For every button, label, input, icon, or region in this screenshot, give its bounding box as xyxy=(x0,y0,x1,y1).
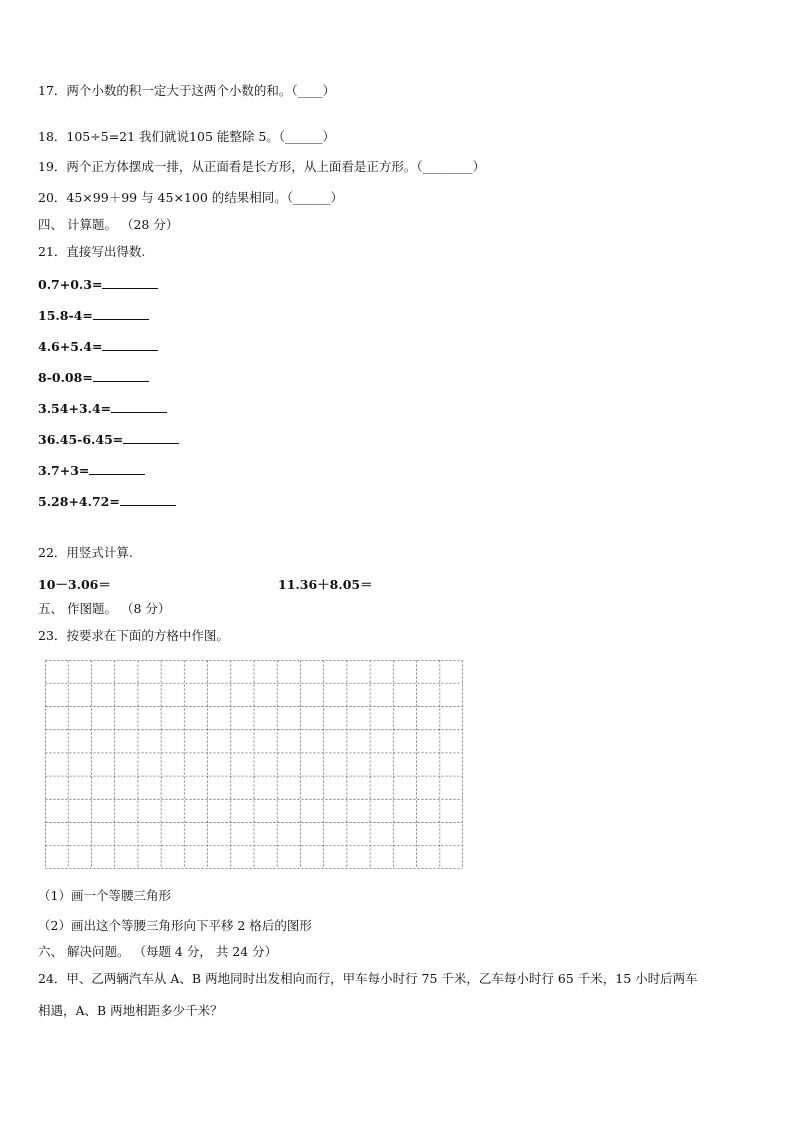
calc-item xyxy=(38,369,149,386)
grid-svg xyxy=(45,660,463,869)
section-6-heading: 六、 解决问题。 （每题 4 分， 共 24 分） xyxy=(38,944,278,959)
calc-expression: 3.54+3.4= xyxy=(38,401,112,416)
sub-question-2: （2）画出这个等腰三角形向下平移 2 格后的图形 xyxy=(38,918,312,933)
calc-expression: 5.28+4.72= xyxy=(38,494,120,509)
question-20: 20．45×99＋99 与 45×100 的结果相同。（______） xyxy=(38,190,344,205)
answer-blank xyxy=(93,369,149,382)
vertical-calc-1: 10－3.06＝ xyxy=(38,577,111,592)
calc-item xyxy=(38,400,167,417)
answer-blank xyxy=(111,400,167,413)
calc-expression: 15.8-4= xyxy=(38,308,93,323)
drawing-grid[interactable] xyxy=(45,660,463,869)
calc-item xyxy=(38,431,179,448)
answer-blank xyxy=(123,431,179,444)
answer-blank xyxy=(93,307,149,320)
calc-item xyxy=(38,307,149,324)
calc-expression: 3.7+3= xyxy=(38,463,90,478)
calc-expression: 0.7+0.3= xyxy=(38,277,103,292)
calc-expression: 36.45-6.45= xyxy=(38,432,124,447)
question-19: 19．两个正方体摆成一排，从正面看是长方形，从上面看是正方形。（________） xyxy=(38,159,486,174)
answer-blank xyxy=(120,493,176,506)
answer-blank xyxy=(102,338,158,351)
question-21: 21．直接写出得数. xyxy=(38,244,146,259)
answer-blank xyxy=(102,276,158,289)
calc-item xyxy=(38,493,176,510)
calc-item xyxy=(38,462,145,479)
section-5-heading: 五、 作图题。 （8 分） xyxy=(38,601,171,616)
question-18: 18．105÷5=21 我们就说105 能整除 5。（______） xyxy=(38,129,336,144)
calc-expression: 8-0.08= xyxy=(38,370,93,385)
vertical-calc-2: 11.36＋8.05＝ xyxy=(278,577,373,592)
question-22: 22．用竖式计算. xyxy=(38,545,133,560)
sub-question-1: （1）画一个等腰三角形 xyxy=(38,888,171,903)
question-17: 17．两个小数的积一定大于这两个小数的和。（____） xyxy=(38,83,336,98)
calc-item xyxy=(38,276,158,293)
calc-item xyxy=(38,338,158,355)
question-23: 23．按要求在下面的方格中作图。 xyxy=(38,628,229,643)
section-4-heading: 四、 计算题。 （28 分） xyxy=(38,217,179,232)
calc-expression: 4.6+5.4= xyxy=(38,339,103,354)
question-24-line-1: 24．甲、乙两辆汽车从 A、B 两地同时出发相向而行，甲车每小时行 75 千米，乙车每小时行 65 千米，15 小时后两车 xyxy=(38,971,698,986)
question-24-line-2: 相遇，A、B 两地相距多少千米？ xyxy=(38,1003,223,1018)
answer-blank xyxy=(89,462,145,475)
